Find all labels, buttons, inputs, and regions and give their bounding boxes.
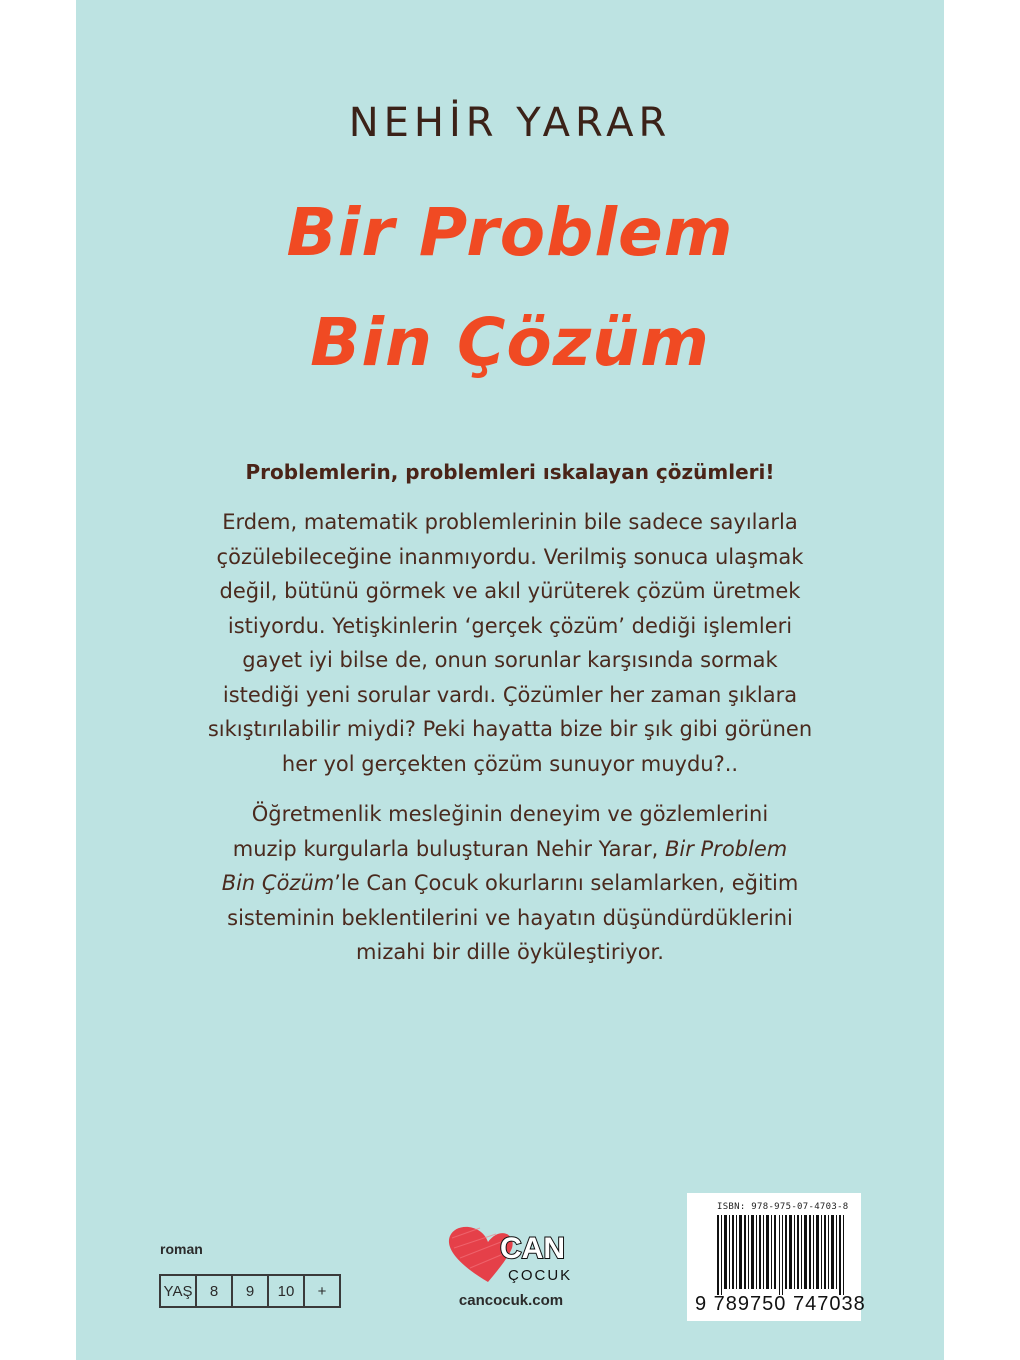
heart-icon (440, 1218, 580, 1288)
blurb-line: her yol gerçekten çözüm sunuyor muydu?.. (281, 751, 739, 776)
blurb-line (176, 866, 844, 901)
blurb-line: gayet iyi bilse de, onun sorunlar karşısında sormak (242, 648, 778, 672)
blurb-line: değil, bütünü görmek ve akıl yürüterek çözüm üretmek (219, 579, 801, 603)
blurb-line: Öğretmenlik mesleğinin deneyim ve gözlemlerini (251, 802, 769, 826)
isbn-label: ISBN: 978-975-07-4703-8 (717, 1202, 849, 1212)
age-cell-label: YAŞ (161, 1276, 197, 1306)
barcode (687, 1193, 866, 1321)
blurb-line: mizahi bir dille öyküleştiriyor. (356, 940, 664, 964)
age-cell: + (317, 1282, 327, 1300)
blurb-text: ’le Can Çocuk okurlarını selamlarken, eğitim (334, 871, 799, 895)
blurb-paragraph-1 (176, 505, 844, 781)
barcode-bars-icon (717, 1215, 847, 1295)
blurb-line: istiyordu. Yetişkinlerin ‘gerçek çözüm’ dediği işlemleri (227, 613, 793, 638)
book-title-italic: Bin Çözüm (221, 871, 335, 895)
author-name: NEHİR YARAR (348, 100, 672, 146)
tagline: Problemlerin, problemleri ıskalayan çözümleri! (245, 460, 775, 484)
blurb-line: istediği yeni sorular vardı. Çözümler her zaman şıklara (222, 682, 798, 707)
book-title-line-2: Bin Çözüm (310, 304, 710, 381)
book-title-italic: Bir Problem (664, 836, 788, 861)
book-back-cover (76, 0, 944, 1360)
barcode-number: 9 789750 747038 (695, 1293, 866, 1315)
blurb-text: muzip kurgularla buluşturan Nehir Yarar, (232, 836, 665, 861)
publisher-logo (440, 1218, 580, 1288)
age-cell: 10 (269, 1276, 305, 1306)
publisher-website: cancocuk.com (458, 1292, 564, 1309)
blurb-line: sisteminin beklentilerini ve hayatın düşündürdüklerini (227, 905, 793, 930)
blurb-line: sıkıştırılabilir miydi? Peki hayatta bize bir şık gibi görünen (207, 717, 813, 741)
age-table (159, 1274, 341, 1308)
genre-label: roman (160, 1241, 203, 1257)
age-cell: 8 (197, 1276, 233, 1306)
age-cell: 9 (233, 1276, 269, 1306)
logo-text-cocuk: ÇOCUK (508, 1267, 573, 1284)
blurb-line: çözülebileceğine inanmıyordu. Verilmiş sonuca ulaşmak (216, 544, 804, 569)
book-title-line-1: Bir Problem (286, 194, 734, 271)
logo-text-can: CAN (500, 1232, 565, 1265)
blurb-paragraph-2 (176, 797, 844, 970)
blurb-line: Erdem, matematik problemlerinin bile sadece sayılarla (222, 510, 798, 534)
blurb-line (176, 832, 844, 867)
